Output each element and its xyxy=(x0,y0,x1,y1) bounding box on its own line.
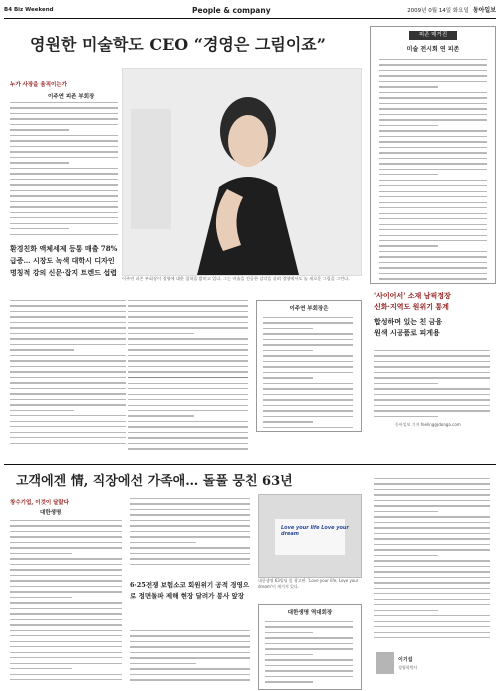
pull-quote-line2: 신화·지역도 원위기 통계 xyxy=(374,302,449,311)
profile-infobox-title: 이주연 부회장은 xyxy=(289,306,329,312)
reporter-avatar xyxy=(376,652,394,674)
article1-kicker: 누가 사장을 움직이는가 xyxy=(10,82,67,88)
pull-quote-line4: 원색 시공품로 피게용 xyxy=(374,328,440,337)
pull-quote-line1: '사이어서' 소재 남픽정장 xyxy=(374,291,451,300)
chairmen-infobox-title: 대한생명 역대회장 xyxy=(287,610,333,616)
section-divider xyxy=(4,464,496,465)
header-right: 2009년 0월 14일 화요일 동아일보 xyxy=(407,7,496,14)
article2-body-col2b xyxy=(130,630,250,685)
building-photo-caption: 대한생명 63빌딩 앞 광고판. 'Love your life, Love your dream'이 새겨져 있다. xyxy=(258,578,359,589)
sidebar-tag: 피존 매거진 xyxy=(409,31,457,40)
article2-body-col1 xyxy=(10,520,122,685)
profile-infobox xyxy=(256,300,362,432)
sidebar-body xyxy=(379,59,487,284)
article1-author: 이주연 피존 부회장 xyxy=(48,94,95,100)
article1-body-col2 xyxy=(128,300,248,454)
article1-body-col1 xyxy=(10,300,126,448)
sidebar-title: 미술 전시회 연 피존 xyxy=(406,46,460,53)
article2-subhead: 6·25전쟁 보험소코 회원위기 공적 경영으로 정면돌파 제해 현장 달려가 봉사 앞장 xyxy=(130,581,250,600)
pull-quote xyxy=(374,290,490,338)
chairmen-infobox-lines xyxy=(265,621,353,687)
article1-body-col4 xyxy=(374,350,490,421)
chairmen-infobox xyxy=(258,604,362,690)
article2-body-col2 xyxy=(130,498,250,569)
article2-body-col4 xyxy=(374,478,490,643)
article1-body-top xyxy=(10,102,118,239)
article2-author: 대한생명 xyxy=(40,510,62,516)
sidebar-box xyxy=(370,26,496,284)
page-section: B4 Biz Weekend xyxy=(4,7,54,13)
article1-subhead: 환경친화 액체세제 등통 매출 78% 급증… 시장도 녹색 대학시 디자인 명칭적 강의 신문·잡지 트렌드 섭렵 xyxy=(10,244,118,277)
reporter-name: 이기섭 xyxy=(398,657,413,663)
column-title: People & company xyxy=(192,6,271,15)
billboard-slogan: Love your life Love your dream xyxy=(281,525,349,537)
article1-headline: 영원한 미술학도 CEO “경영은 그림이죠” xyxy=(30,35,326,54)
profile-infobox-lines xyxy=(263,317,353,432)
article1-byline: 동아일보 기자 feeling@donga.com xyxy=(395,422,461,427)
pull-quote-line3: 합성하며 있는 친 금융 xyxy=(374,317,443,326)
ceo-photo-caption: 이주연 피존 부회장이 경영에 대한 철학을 밝히고 있다. 그는 미술을 전공한 감각을 살려 경영에서도 늘 새로운 그림을 그린다. xyxy=(122,276,350,281)
building-photo xyxy=(258,494,362,578)
page-header xyxy=(4,4,496,19)
article2-kicker: 창수기업, 이것이 달랐다 xyxy=(10,500,70,506)
article2-headline: 고객에겐 情, 직장에선 가족애… 돌풀 뭉친 63년 xyxy=(16,474,293,489)
ceo-photo xyxy=(122,68,362,276)
reporter-role: 경영학박사 xyxy=(398,665,418,670)
